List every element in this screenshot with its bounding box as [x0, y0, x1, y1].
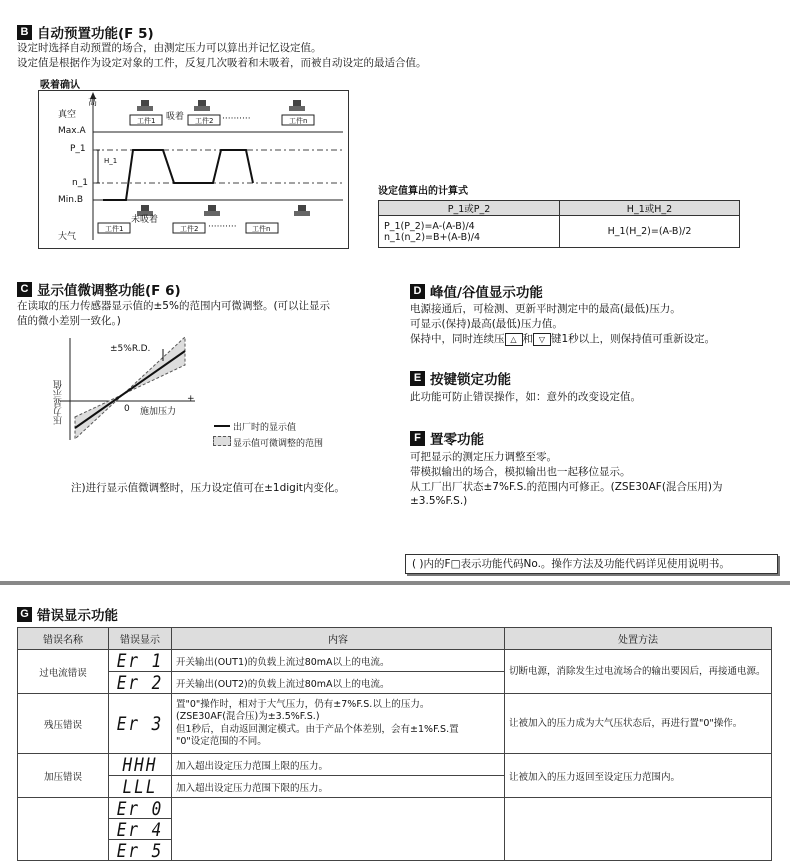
down-key-icon: ▽: [533, 333, 551, 346]
section-badge: C: [17, 282, 32, 297]
error-code-text: LLL: [122, 775, 158, 798]
error-code: [109, 694, 172, 754]
error-code-text: Er 5: [116, 839, 164, 861]
error-code-text: Er 0: [116, 797, 164, 819]
calc-title: 设定值算出的计算式: [378, 186, 468, 197]
rd-label: ±5%R.D.: [110, 344, 151, 354]
plus-label: +: [187, 394, 195, 404]
section-c-note: 注)进行显示值微调整时，压力设定值可在±1digit内变化。: [71, 482, 345, 494]
section-b-title: [17, 22, 154, 42]
calc-cell-1b: n_1(n_2)=B+(A-B)/4: [384, 231, 481, 243]
error-code: [109, 798, 172, 819]
section-badge: F: [410, 431, 425, 446]
label-p1: P_1: [70, 144, 86, 154]
y-axis-high-label: 高: [88, 98, 98, 108]
section-f-text-4: ±3.5%F.S.): [410, 495, 468, 507]
error-code: [109, 819, 172, 840]
error-code: [109, 776, 172, 798]
error-code: [109, 672, 172, 694]
section-badge: E: [410, 371, 425, 386]
section-b-text-2: 设定值是根据作为设定对象的工件，反复几次吸着和未吸着，而被自动设定的最适合值。: [17, 57, 427, 69]
label-atmosphere: 大气: [58, 232, 77, 242]
section-f-text-2: 带模拟输出的场合，模拟输出也一起移位显示。: [410, 466, 631, 478]
error-content: [172, 694, 505, 754]
calc-table: [378, 200, 740, 248]
origin-label: 0: [124, 404, 130, 414]
calc-cell-1a: P_1(P_2)=A-(A-B)/4: [384, 220, 475, 232]
section-badge: D: [410, 284, 425, 299]
label-max-a: Max.A: [58, 126, 86, 136]
section-title-text: 错误显示功能: [37, 608, 118, 624]
col-header: 内容: [172, 628, 505, 650]
section-e-text-1: 此功能可防止错误操作，如：意外的改变设定值。: [410, 391, 641, 403]
section-title-text: 置零功能: [430, 432, 484, 448]
section-d-text-3b: 和: [522, 333, 533, 345]
error-code: [109, 840, 172, 861]
legend-1: 出厂时的显示值: [233, 423, 297, 433]
section-e-title: [410, 368, 511, 388]
workpiece-1-bottom: 工件1: [105, 225, 124, 233]
section-title-text: 按键锁定功能: [430, 372, 511, 388]
section-d-text-2: 可显示(保持)最高(最低)压力值。: [410, 318, 563, 330]
col-header: 错误显示: [109, 628, 172, 650]
section-d-text-3a: 保持中，同时连续压: [410, 333, 505, 345]
section-b-text-1: 设定时选择自动预置的场合，由测定压力可以算出并记忆设定值。: [17, 42, 322, 54]
section-divider: [0, 581, 790, 585]
error-code: [109, 650, 172, 672]
calc-cell-2: H_1(H_2)=(A-B)/2: [560, 216, 740, 248]
error-content-line: "0"设定范围的不同。: [176, 736, 267, 747]
error-content: 开关输出(OUT1)的负载上流过80mA以上的电流。: [172, 650, 505, 672]
section-c-title: [17, 279, 181, 299]
error-content-line: 但1秒后，自动返回测定模式。由于产品个体差别，会有±1%F.S.置: [176, 723, 459, 735]
error-code: [109, 754, 172, 776]
error-content-line: 置"0"操作时，相对于大气压力，仍有±7%F.S.以上的压力。: [176, 698, 430, 710]
section-f-text-1: 可把显示的测定压力调整至零。: [410, 451, 557, 463]
error-name: 过电流错误: [18, 650, 109, 694]
error-action: 让被加入的压力成为大气压状态后，再进行置"0"操作。: [505, 694, 772, 754]
x-axis-label: 施加压力: [140, 407, 177, 417]
error-table: [17, 627, 772, 861]
workpiece-2-top: 工件2: [195, 117, 214, 125]
error-name: 残压错误: [18, 694, 109, 754]
section-title-text: 峰值/谷值显示功能: [430, 285, 543, 301]
section-c-text-2: 值的微小差别一致化。): [17, 315, 121, 327]
label-adsorbed: 吸着: [166, 112, 185, 122]
col-header: 处置方法: [505, 628, 772, 650]
dots-bottom: ··········: [208, 222, 237, 232]
col-header: 错误名称: [18, 628, 109, 650]
legend-range-icon: [213, 436, 231, 446]
error-code-text: Er 1: [116, 649, 164, 672]
error-name: 加压错误: [18, 754, 109, 798]
error-name: [18, 798, 109, 861]
error-content: 加入超出设定压力范围下限的压力。: [172, 776, 505, 798]
error-content-line: (ZSE30AF(混合压)为±3.5%F.S.): [176, 711, 320, 722]
legend-line-icon: [214, 425, 230, 427]
dots-top: ··········: [222, 114, 251, 124]
workpiece-n-top: 工件n: [289, 117, 308, 125]
calc-head-2: H_1或H_2: [560, 201, 740, 216]
section-f-title: [410, 428, 484, 448]
legend-2: 显示值可微调整的范围: [233, 439, 324, 449]
label-min-b: Min.B: [58, 195, 84, 205]
error-content: 加入超出设定压力范围上限的压力。: [172, 754, 505, 776]
error-action: 切断电源，消除发生过电流场合的输出要因后，再接通电源。: [505, 650, 772, 694]
section-c-text-1: 在读取的压力传感器显示值的±5%的范围内可微调整。(可以让显示: [17, 300, 331, 312]
workpiece-2-bottom: 工件2: [180, 225, 199, 233]
adsorption-diagram-title: 吸着确认: [40, 80, 80, 91]
section-d-text-3: [410, 332, 715, 346]
label-n1: n_1: [72, 178, 88, 188]
y-axis-label: 压力显示值: [54, 380, 64, 425]
label-not-adsorbed: 未吸着: [131, 215, 159, 225]
error-content: [172, 798, 505, 861]
section-title-text: 显示值微调整功能(F 6): [37, 283, 181, 299]
section-g-title: [17, 604, 118, 624]
section-badge: B: [17, 25, 32, 40]
section-f-text-3: 从工厂出厂状态±7%F.S.的范围内可修正。(ZSE30AF(混合压用)为: [410, 481, 723, 493]
section-d-title: [410, 281, 543, 301]
error-action: 让被加入的压力返回至设定压力范围内。: [505, 754, 772, 798]
section-d-text-1: 电源接通后，可检测、更新平时测定中的最高(最低)压力。: [410, 303, 681, 315]
error-code-text: HHH: [122, 753, 158, 776]
error-action: [505, 798, 772, 861]
calc-cell-1: [379, 216, 560, 248]
error-code-text: Er 2: [116, 671, 164, 694]
label-h1: H_1: [104, 157, 118, 165]
error-code-text: Er 3: [116, 712, 164, 735]
section-d-text-3c: 键1秒以上，则保持值可重新设定。: [551, 333, 716, 345]
function-code-note: ( )内的F□表示功能代码No.。操作方法及功能代码详见使用说明书。: [405, 554, 778, 574]
section-badge: G: [17, 607, 32, 622]
y-axis-vacuum-label: 真空: [58, 110, 77, 120]
section-title-text: 自动预置功能(F 5): [37, 26, 154, 42]
up-key-icon: △: [505, 333, 523, 346]
calc-head-1: P_1或P_2: [379, 201, 560, 216]
workpiece-n-bottom: 工件n: [252, 225, 271, 233]
workpiece-1-top: 工件1: [137, 117, 156, 125]
error-code-text: Er 4: [116, 818, 164, 840]
error-content: 开关输出(OUT2)的负载上流过80mA以上的电流。: [172, 672, 505, 694]
